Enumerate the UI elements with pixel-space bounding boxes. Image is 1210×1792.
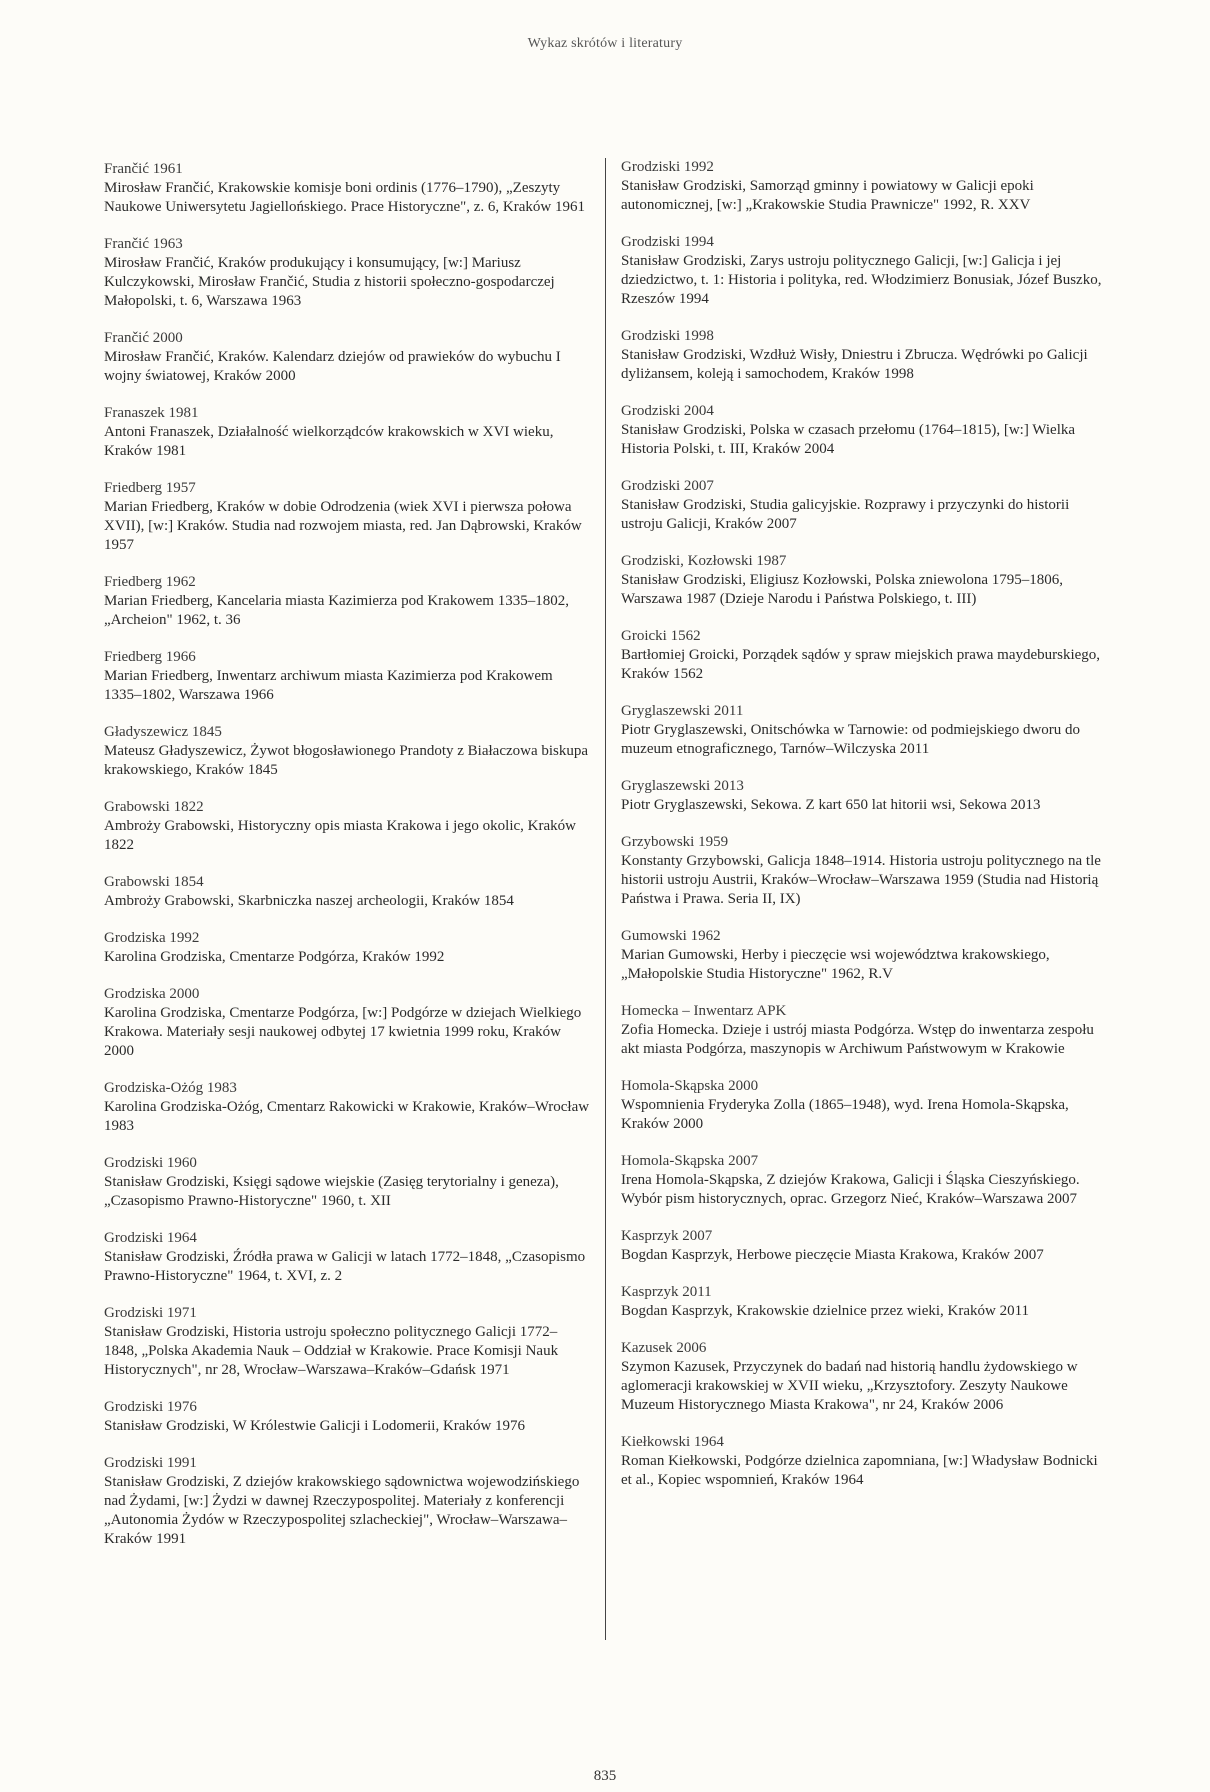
entry-citation: Bogdan Kasprzyk, Herbowe pieczęcie Miasta Krakowa, Kraków 2007: [621, 1247, 1044, 1263]
entry-citation: Karolina Grodziska-Ożóg, Cmentarz Rakowicki w Krakowie, Kraków–Wrocław 1983: [104, 1099, 590, 1134]
entry-citation: Stanisław Grodziski, Historia ustroju społeczno politycznego Galicji 1772–1848, „Polska Akademia Nauk – Oddział w Krakowie. Prace Komisji Nauk Historycznych", nr 28, Wrocław–Warszawa–Kraków–Gdańsk 1971: [104, 1324, 559, 1378]
entry-citation: Bogdan Kasprzyk, Krakowskie dzielnice przez wieki, Kraków 2011: [621, 1303, 1030, 1319]
entry-citation: Marian Gumowski, Herby i pieczęcie wsi województwa krakowskiego, „Małopolskie Studia Historyczne" 1962, R.V: [621, 947, 1050, 982]
entry-citation: Marian Friedberg, Inwentarz archiwum miasta Kazimierza pod Krakowem 1335–1802, Warszawa 1966: [104, 668, 553, 703]
entry-citation: Ambroży Grabowski, Historyczny opis miasta Krakowa i jego okolic, Kraków 1822: [104, 818, 576, 853]
entry-key: Friedberg 1962: [104, 574, 196, 590]
bibliography-entry: [621, 327, 1107, 384]
entry-key: Frančić 1963: [104, 236, 183, 252]
entry-citation: Karolina Grodziska, Cmentarze Podgórza, Kraków 1992: [104, 949, 445, 965]
bibliography-entry: [621, 627, 1107, 684]
entry-key: Grodziski 1998: [621, 328, 714, 344]
bibliography-entry: [104, 1454, 590, 1549]
entry-citation: Stanisław Grodziski, Zarys ustroju politycznego Galicji, [w:] Galicja i jej dziedzictwo, t. 1: Historia i polityka, red. Włodzimierz Bonusiak, Józef Buszko, Rzeszów 1994: [621, 253, 1102, 307]
bibliography-entry: [621, 1002, 1107, 1059]
entry-key: Homola-Skąpska 2000: [621, 1078, 759, 1094]
entry-citation: Karolina Grodziska, Cmentarze Podgórza, [w:] Podgórze w dziejach Wielkiego Krakowa. Materiały sesji naukowej odbytej 17 kwietnia 1999 roku, Kraków 2000: [104, 1005, 582, 1059]
entry-key: Franaszek 1981: [104, 405, 199, 421]
entry-citation: Mirosław Frančić, Kraków. Kalendarz dziejów od prawieków do wybuchu I wojny światowej, Kraków 2000: [104, 349, 561, 384]
entry-key: Friedberg 1957: [104, 480, 196, 496]
entry-citation: Stanisław Grodziski, Eligiusz Kozłowski, Polska zniewolona 1795–1806, Warszawa 1987 (Dzieje Narodu i Państwa Polskiego, t. III): [621, 572, 1064, 607]
entry-citation: Stanisław Grodziski, Księgi sądowe wiejskie (Zasięg terytorialny i geneza), „Czasopismo Prawno-Historyczne" 1960, t. XII: [104, 1174, 559, 1209]
bibliography-entry: [104, 723, 590, 780]
entry-key: Frančić 2000: [104, 330, 183, 346]
entry-key: Kiełkowski 1964: [621, 1434, 724, 1450]
bibliography-entry: [621, 477, 1107, 534]
bibliography-entry: [104, 1154, 590, 1211]
entry-citation: Bartłomiej Groicki, Porządek sądów y spraw miejskich prawa maydeburskiego, Kraków 1562: [621, 647, 1101, 682]
entry-citation: Mateusz Gładyszewicz, Żywot błogosławionego Prandoty z Białaczowa biskupa krakowskiego, Kraków 1845: [104, 743, 589, 778]
entry-citation: Stanisław Grodziski, Polska w czasach przełomu (1764–1815), [w:] Wielka Historia Polski, t. III, Kraków 2004: [621, 422, 1076, 457]
bibliography-entry: [621, 1283, 1107, 1321]
entry-citation: Antoni Franaszek, Działalność wielkorządców krakowskich w XVI wieku, Kraków 1981: [104, 424, 554, 459]
entry-citation: Mirosław Frančić, Kraków produkujący i konsumujący, [w:] Mariusz Kulczykowski, Mirosław Frančić, Studia z historii społeczno-gospodarczej Małopolski, t. 6, Warszawa 1963: [104, 255, 555, 309]
bibliography-entry: [104, 479, 590, 555]
bibliography-entry: [104, 873, 590, 911]
entry-key: Grodziski 2004: [621, 403, 714, 419]
bibliography-entry: [621, 702, 1107, 759]
bibliography-entry: [104, 329, 590, 386]
entry-citation: Stanisław Grodziski, Samorząd gminny i powiatowy w Galicji epoki autonomicznej, [w:] „Krakowskie Studia Prawnicze" 1992, R. XXV: [621, 178, 1034, 213]
entry-key: Frančić 1961: [104, 161, 183, 177]
bibliography-entry: [621, 1433, 1107, 1490]
entry-key: Grodziska-Ożóg 1983: [104, 1080, 237, 1096]
bibliography-entry: [104, 1304, 590, 1380]
bibliography-entry: [621, 158, 1107, 215]
entry-key: Friedberg 1966: [104, 649, 196, 665]
entry-key: Homecka – Inwentarz APK: [621, 1003, 787, 1019]
entry-citation: Marian Friedberg, Kraków w dobie Odrodzenia (wiek XVI i pierwsza połowa XVII), [w:] Kraków. Studia nad rozwojem miasta, red. Jan Dąbrowski, Kraków 1957: [104, 499, 582, 553]
entry-key: Kasprzyk 2011: [621, 1284, 712, 1300]
bibliography-entry: [104, 798, 590, 855]
entry-key: Grodziski 1992: [621, 159, 714, 175]
entry-key: Grodziski 1964: [104, 1230, 197, 1246]
bibliography-entry: [104, 929, 590, 967]
entry-citation: Zofia Homecka. Dzieje i ustrój miasta Podgórza. Wstęp do inwentarza zespołu akt miasta Podgórza, maszynopis w Archiwum Państwowym w Krakowie: [621, 1022, 1094, 1057]
bibliography-entry: [621, 1077, 1107, 1134]
entry-citation: Szymon Kazusek, Przyczynek do badań nad historią handlu żydowskiego w aglomeracji krakowskiej w XVII wieku, „Krzysztofory. Zeszyty Naukowe Muzeum Historycznego Miasta Krakowa", nr 24, Kraków 2006: [621, 1359, 1078, 1413]
entry-citation: Roman Kiełkowski, Podgórze dzielnica zapomniana, [w:] Władysław Bodnicki et al., Kopiec wspomnień, Kraków 1964: [621, 1453, 1098, 1488]
entry-key: Kasprzyk 2007: [621, 1228, 713, 1244]
bibliography-entry: [104, 404, 590, 461]
entry-citation: Piotr Gryglaszewski, Onitschówka w Tarnowie: od podmiejskiego dworu do muzeum etnograficznego, Tarnów–Wilczyska 2011: [621, 722, 1081, 757]
entry-citation: Konstanty Grzybowski, Galicja 1848–1914. Historia ustroju politycznego na tle historii ustroju Austrii, Kraków–Wrocław–Warszawa 1959 (Studia nad Historią Państwa i Prawa. Seria II, IX): [621, 853, 1101, 907]
entry-key: Gryglaszewski 2013: [621, 778, 744, 794]
bibliography-entry: [104, 1398, 590, 1436]
bibliography-entry: [621, 1339, 1107, 1415]
bibliography-entry: [104, 235, 590, 311]
bibliography-column-left: [104, 160, 590, 1567]
bibliography-entry: [104, 573, 590, 630]
bibliography-entry: [621, 552, 1107, 609]
entry-citation: Stanisław Grodziski, Studia galicyjskie. Rozprawy i przyczynki do historii ustroju Galicji, Kraków 2007: [621, 497, 1070, 532]
entry-citation: Stanisław Grodziski, Źródła prawa w Galicji w latach 1772–1848, „Czasopismo Prawno-Historyczne" 1964, t. XVI, z. 2: [104, 1249, 586, 1284]
bibliography-entry: [621, 233, 1107, 309]
entry-key: Grodziski 1976: [104, 1399, 197, 1415]
entry-key: Groicki 1562: [621, 628, 701, 644]
bibliography-entry: [104, 985, 590, 1061]
entry-key: Grodziski 2007: [621, 478, 714, 494]
bibliography-entry: [621, 927, 1107, 984]
entry-citation: Mirosław Frančić, Krakowskie komisje boni ordinis (1776–1790), „Zeszyty Naukowe Uniwersytetu Jagiellońskiego. Prace Historyczne", z. 6, Kraków 1961: [104, 180, 585, 215]
entry-key: Grabowski 1822: [104, 799, 204, 815]
bibliography-entry: [104, 160, 590, 217]
bibliography-entry: [104, 648, 590, 705]
entry-key: Grodziski 1991: [104, 1455, 197, 1471]
entry-citation: Stanisław Grodziski, W Królestwie Galicji i Lodomerii, Kraków 1976: [104, 1418, 526, 1434]
column-divider: [605, 158, 606, 1640]
bibliography-entry: [621, 1227, 1107, 1265]
bibliography-entry: [621, 833, 1107, 909]
entry-citation: Ambroży Grabowski, Skarbniczka naszej archeologii, Kraków 1854: [104, 893, 514, 909]
entry-key: Grabowski 1854: [104, 874, 204, 890]
entry-citation: Wspomnienia Fryderyka Zolla (1865–1948), wyd. Irena Homola-Skąpska, Kraków 2000: [621, 1097, 1069, 1132]
entry-citation: Stanisław Grodziski, Z dziejów krakowskiego sądownictwa wojewodzińskiego nad Żydami, [w:] Żydzi w dawnej Rzeczypospolitej. Materiały z konferencji „Autonomia Żydów w Rzeczypospolitej szlacheckiej", Wrocław–Warszawa–Kraków 1991: [104, 1474, 580, 1547]
entry-key: Grzybowski 1959: [621, 834, 729, 850]
bibliography-column-right: [621, 158, 1107, 1508]
bibliography-entry: [621, 1152, 1107, 1209]
entry-key: Gryglaszewski 2011: [621, 703, 744, 719]
running-header: Wykaz skrótów i literatury: [527, 36, 683, 51]
entry-key: Kazusek 2006: [621, 1340, 707, 1356]
bibliography-entry: [104, 1079, 590, 1136]
entry-citation: Marian Friedberg, Kancelaria miasta Kazimierza pod Krakowem 1335–1802, „Archeion" 1962, t. 36: [104, 593, 569, 628]
entry-key: Gumowski 1962: [621, 928, 721, 944]
entry-key: Homola-Skąpska 2007: [621, 1153, 759, 1169]
entry-key: Grodziski 1960: [104, 1155, 197, 1171]
entry-key: Grodziski 1994: [621, 234, 714, 250]
entry-key: Grodziski, Kozłowski 1987: [621, 553, 787, 569]
entry-key: Grodziska 1992: [104, 930, 200, 946]
bibliography-entry: [104, 1229, 590, 1286]
page-number: 835: [593, 1768, 617, 1784]
entry-key: Grodziska 2000: [104, 986, 200, 1002]
entry-citation: Stanisław Grodziski, Wzdłuż Wisły, Dniestru i Zbrucza. Wędrówki po Galicji dyliżansem, koleją i samochodem, Kraków 1998: [621, 347, 1088, 382]
entry-citation: Piotr Gryglaszewski, Sekowa. Z kart 650 lat hitorii wsi, Sekowa 2013: [621, 797, 1041, 813]
bibliography-entry: [621, 777, 1107, 815]
bibliography-entry: [621, 402, 1107, 459]
entry-citation: Irena Homola-Skąpska, Z dziejów Krakowa, Galicji i Śląska Cieszyńskiego. Wybór pism historycznych, oprac. Grzegorz Nieć, Kraków–Warszawa 2007: [621, 1172, 1080, 1207]
entry-key: Grodziski 1971: [104, 1305, 197, 1321]
entry-key: Gładyszewicz 1845: [104, 724, 222, 740]
